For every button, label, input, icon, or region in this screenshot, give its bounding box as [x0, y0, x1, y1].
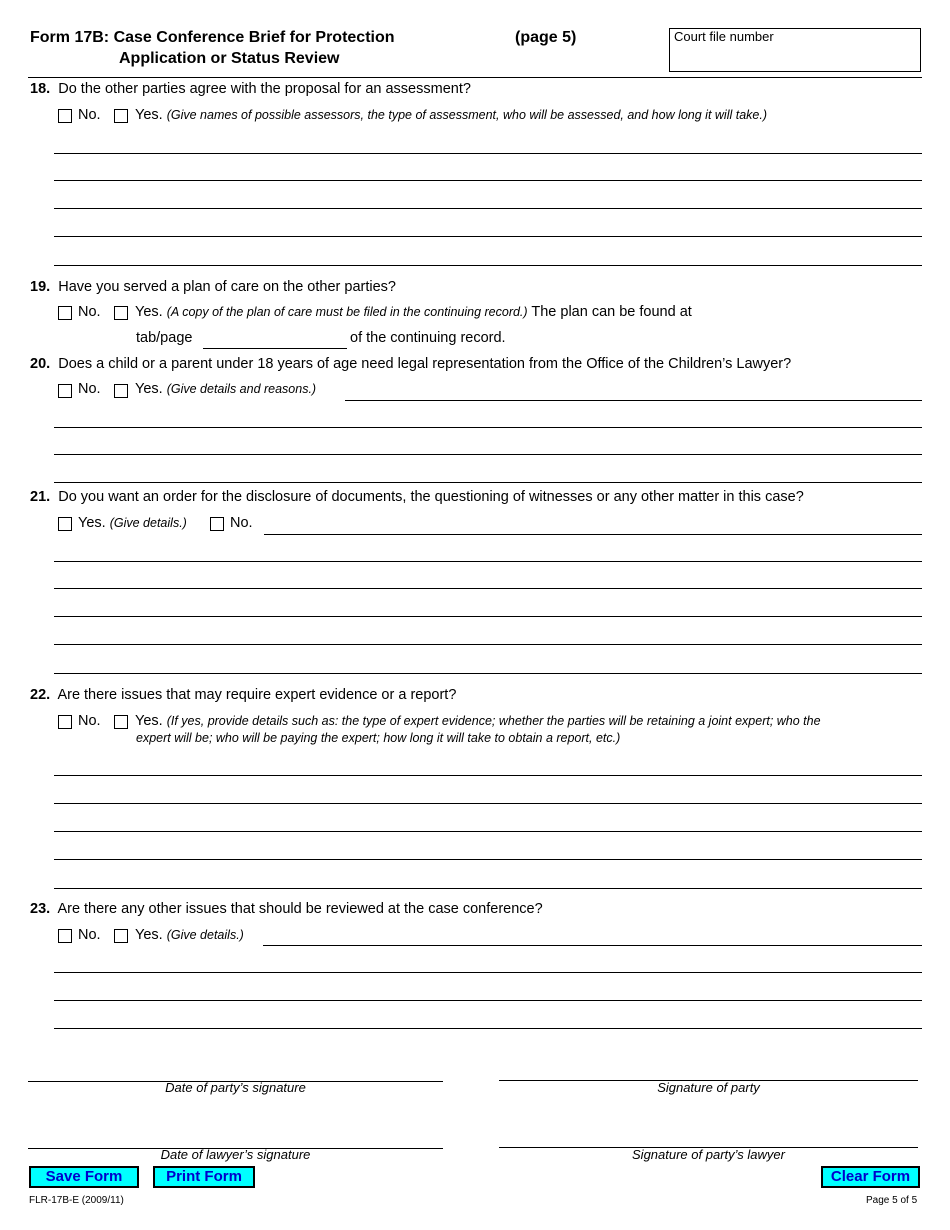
q23-answer-line[interactable] [54, 1028, 922, 1029]
q21-yes-label [78, 514, 187, 532]
q22-no-checkbox[interactable] [58, 715, 72, 729]
page-number: Page 5 of 5 [866, 1195, 918, 1206]
question-20-number: 20. [30, 356, 51, 372]
q19-yes-label [135, 303, 692, 321]
q21-no-label: No. [230, 515, 253, 531]
question-19-text: Have you served a plan of care on the other parties? [58, 279, 396, 295]
clear-form-button[interactable]: Clear Form [821, 1166, 920, 1188]
q21-answer-line[interactable] [54, 561, 922, 562]
form-title-line1: Form 17B: Case Conference Brief for Protection [30, 29, 395, 46]
q22-answer-line[interactable] [54, 803, 922, 804]
question-22-text: Are there issues that may require expert evidence or a report? [57, 687, 457, 703]
question-21-number: 21. [30, 489, 51, 505]
q20-no-label: No. [78, 381, 101, 397]
print-form-button[interactable]: Print Form [153, 1166, 255, 1188]
q23-no-checkbox[interactable] [58, 929, 72, 943]
q19-yes-checkbox[interactable] [114, 306, 128, 320]
q20-yes-checkbox[interactable] [114, 384, 128, 398]
q23-yes-hint: (Give details.) [166, 928, 244, 942]
party-signature-label: Signature of party [657, 1080, 760, 1095]
question-19-number: 19. [30, 279, 51, 295]
q22-answer-line[interactable] [54, 859, 922, 860]
q19-tab-page-label: tab/page [136, 330, 193, 346]
question-20-text: Does a child or a parent under 18 years of age need legal representation from the Office of the Children’s Lawyer? [58, 356, 792, 372]
date-lawyer-signature-label: Date of lawyer’s signature [160, 1147, 311, 1162]
q20-no-checkbox[interactable] [58, 384, 72, 398]
q18-yes-label [135, 106, 767, 124]
q18-no-label: No. [78, 107, 101, 123]
q23-yes-label [135, 926, 244, 944]
q20-answer-line[interactable] [54, 482, 922, 483]
q18-answer-line[interactable] [54, 208, 922, 209]
q21-answer-line[interactable] [54, 616, 922, 617]
question-19 [30, 278, 396, 296]
question-21-text: Do you want an order for the disclosure of documents, the questioning of witnesses or any other matter in this case? [58, 489, 804, 505]
q21-yes-hint: (Give details.) [109, 516, 187, 530]
q23-yes-text: Yes. [135, 927, 163, 943]
q23-no-label: No. [78, 927, 101, 943]
q18-answer-line[interactable] [54, 265, 922, 266]
q18-answer-line[interactable] [54, 153, 922, 154]
q22-no-label: No. [78, 713, 101, 729]
q20-answer-line[interactable] [54, 427, 922, 428]
q22-yes-hint-line2: expert will be; who will be paying the expert; how long it will take to obtain a report, etc.) [136, 731, 621, 745]
q22-yes-label [135, 712, 821, 730]
q23-answer-line[interactable] [54, 972, 922, 973]
q20-yes-label [135, 380, 316, 398]
q22-answer-line[interactable] [54, 888, 922, 889]
court-file-number-field[interactable] [669, 28, 921, 72]
form-title [30, 27, 395, 69]
court-file-number-label: Court file number [674, 29, 774, 44]
q22-yes-checkbox[interactable] [114, 715, 128, 729]
question-23-text: Are there any other issues that should be reviewed at the case conference? [57, 901, 543, 917]
q19-yes-text: Yes. [135, 304, 163, 320]
q18-yes-text: Yes. [135, 107, 163, 123]
header-divider [28, 77, 922, 78]
question-20 [30, 355, 791, 373]
q18-answer-line[interactable] [54, 236, 922, 237]
q23-answer-line[interactable] [263, 945, 922, 946]
question-18-text: Do the other parties agree with the proposal for an assessment? [58, 81, 471, 97]
q22-yes-hint-line1: (If yes, provide details such as: the type of expert evidence; whether the parties will be retaining a joint expert; who the [166, 714, 821, 728]
question-18 [30, 80, 471, 98]
q22-yes-text: Yes. [135, 713, 163, 729]
lawyer-signature-label: Signature of party’s lawyer [632, 1147, 785, 1162]
q19-tab-page-input[interactable] [203, 348, 347, 349]
q18-no-checkbox[interactable] [58, 109, 72, 123]
question-22 [30, 686, 456, 704]
q19-continuing-record-text: of the continuing record. [350, 330, 506, 346]
question-23 [30, 900, 543, 918]
q21-yes-checkbox[interactable] [58, 517, 72, 531]
q18-yes-checkbox[interactable] [114, 109, 128, 123]
q23-answer-line[interactable] [54, 1000, 922, 1001]
q19-yes-hint: (A copy of the plan of care must be filed in the continuing record.) [166, 305, 528, 319]
date-party-signature-label: Date of party’s signature [165, 1080, 306, 1095]
q21-answer-line[interactable] [54, 588, 922, 589]
q21-no-checkbox[interactable] [210, 517, 224, 531]
question-18-number: 18. [30, 81, 51, 97]
question-22-number: 22. [30, 687, 51, 703]
q18-yes-hint: (Give names of possible assessors, the type of assessment, who will be assessed, and how long it will take.) [166, 108, 767, 122]
q20-answer-line[interactable] [345, 400, 922, 401]
q22-answer-line[interactable] [54, 775, 922, 776]
q19-no-label: No. [78, 304, 101, 320]
q20-yes-hint: (Give details and reasons.) [166, 382, 317, 396]
q20-yes-text: Yes. [135, 381, 163, 397]
q19-no-checkbox[interactable] [58, 306, 72, 320]
q20-answer-line[interactable] [54, 454, 922, 455]
q21-answer-line[interactable] [54, 673, 922, 674]
question-21 [30, 488, 804, 506]
q19-plan-text: The plan can be found at [531, 304, 692, 320]
q22-answer-line[interactable] [54, 831, 922, 832]
page-label: (page 5) [515, 29, 577, 46]
q21-answer-line[interactable] [264, 534, 922, 535]
q21-yes-text: Yes. [78, 515, 106, 531]
q18-answer-line[interactable] [54, 180, 922, 181]
q21-answer-line[interactable] [54, 644, 922, 645]
form-title-line2: Application or Status Review [119, 50, 340, 67]
form-code: FLR-17B-E (2009/11) [29, 1195, 124, 1206]
q23-yes-checkbox[interactable] [114, 929, 128, 943]
question-23-number: 23. [30, 901, 51, 917]
save-form-button[interactable]: Save Form [29, 1166, 139, 1188]
